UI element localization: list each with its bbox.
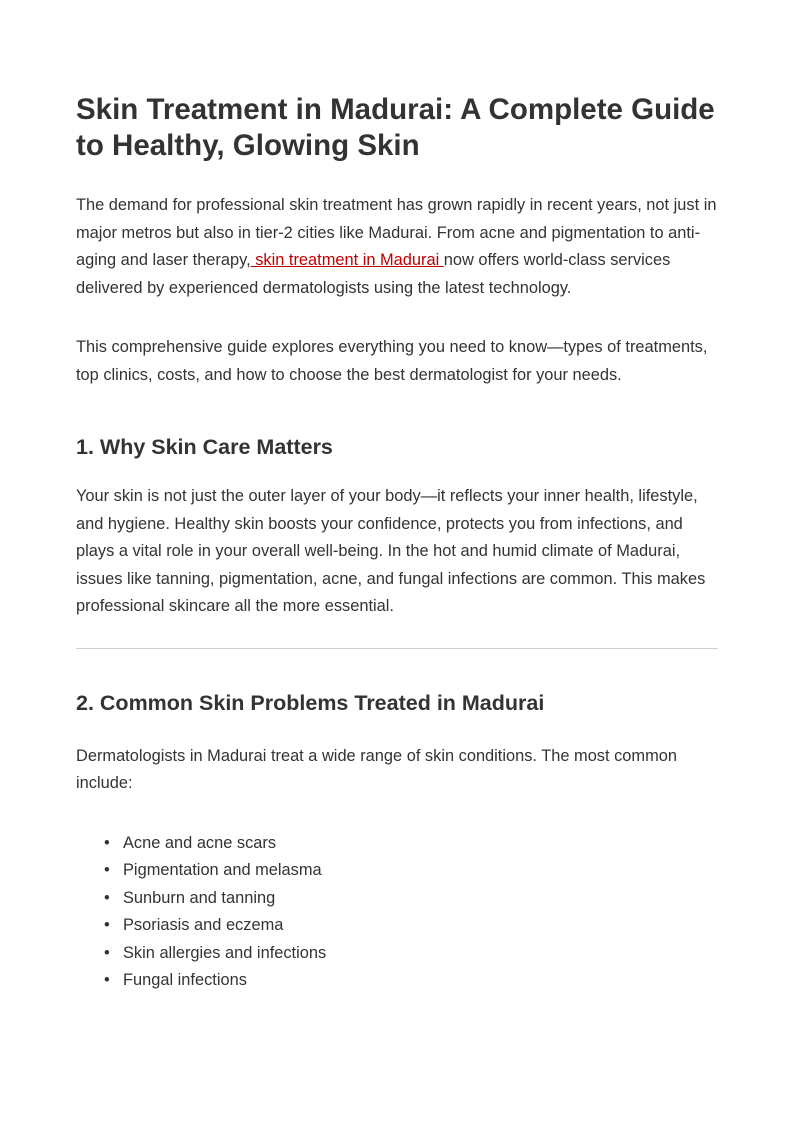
section-divider — [76, 648, 718, 649]
guide-paragraph: This comprehensive guide explores everything you need to know—types of treatments, top clinics, costs, and how to choose the best dermatologist for your needs. — [76, 338, 708, 384]
list-item: • Fungal infections — [123, 967, 718, 995]
skin-conditions-list — [76, 830, 718, 996]
list-item: • Skin allergies and infections — [123, 940, 718, 968]
intro-paragraph — [76, 192, 718, 302]
intro-text-after-link: now offers world-class services delivered by experienced dermatologists using the latest technology. — [76, 251, 671, 297]
list-item: • Sunburn and tanning — [123, 885, 718, 913]
section-heading-why-skin-care: 1. Why Skin Care Matters — [76, 435, 333, 459]
section-body-common-problems: Dermatologists in Madurai treat a wide range of skin conditions. The most common include: — [76, 746, 677, 792]
page-title: Skin Treatment in Madurai: A Complete Guide to Healthy, Glowing Skin — [76, 93, 715, 162]
section-heading-common-problems: 2. Common Skin Problems Treated in Madurai — [76, 690, 545, 715]
list-item: • Acne and acne scars — [123, 830, 718, 858]
intro-text-before-link: The demand for professional skin treatment has grown rapidly in recent years, not just in major metros but also in tier-2 cities like Madurai. From acne and pigmentation to anti-aging and laser therapy, — [76, 196, 717, 269]
list-item: • Pigmentation and melasma — [123, 857, 718, 885]
document-page — [76, 92, 718, 995]
list-item: • Psoriasis and eczema — [123, 912, 718, 940]
section-body-why-skin-care: Your skin is not just the outer layer of your body—it reflects your inner health, lifestyle, and hygiene. Healthy skin boosts your confidence, protects you from infections, and plays a vital role in your overall well-being. In the hot and humid climate of Madurai, issues like tanning, pigmentation, acne, and fungal infections are common. This makes professional skincare all the more essential. — [76, 487, 706, 615]
skin-treatment-link[interactable]: skin treatment in Madurai — [250, 251, 444, 269]
